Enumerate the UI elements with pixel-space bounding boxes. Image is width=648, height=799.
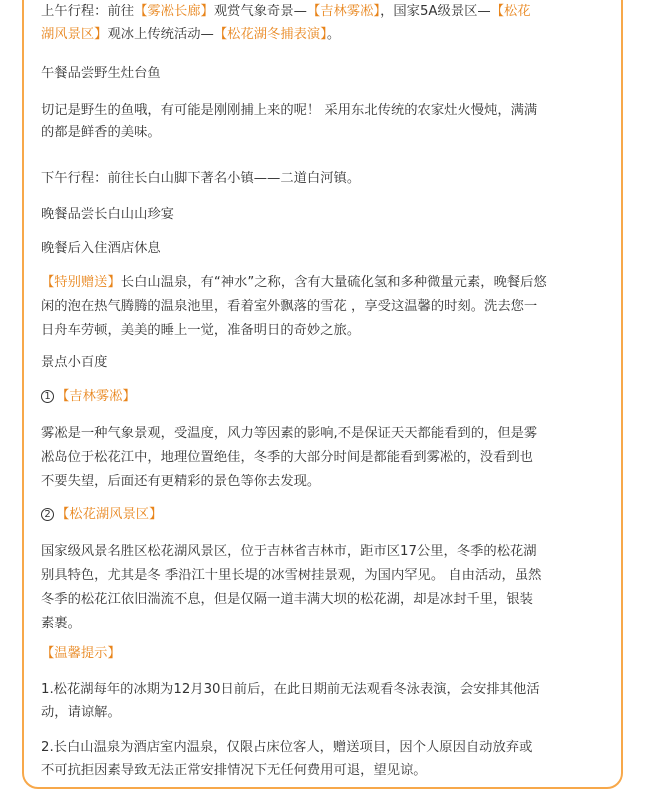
gift-label: 【特别赠送】 [41,275,121,290]
spot-a-title: 【吉林雾凇】 [56,389,136,404]
lunch-desc-1: 切记是野生的鱼哦，有可能是刚刚捕上来的呢！ 采用东北传统的农家灶火慢炖，满满 [41,103,538,118]
spot-b-line-2: 别具特色，尤其是冬 季沿江十里长堤的冰雪树挂景观，为国内罕见。 自由活动，虽然 [41,568,542,583]
circled-number-1: 1 [41,390,54,403]
lunch-line: 午餐品尝野生灶台鱼 [41,66,161,81]
spot-b-title: 【松花湖风景区】 [56,507,163,522]
gift-line-3: 日舟车劳顿，美美的睡上一觉，准备明日的奇妙之旅。 [41,323,361,338]
spot-b-heading [41,502,162,528]
tips-title: 【温馨提示】 [41,646,121,661]
spot-jilin-rime: 【吉林雾凇】 [306,4,381,19]
gift-line-2: 闲的泡在热气腾腾的温泉池里，看着室外飘落的雪花 ，享受这温馨的时刻。洗去您一 [41,299,538,314]
hotel-line: 晚餐后入住酒店休息 [41,241,161,256]
spot-a-line-1: 雾凇是一种气象景观，受温度，风力等因素的影响,不是保证天天都能看到的，但是雾 [41,426,538,441]
tip-1-line-1: 1.松花湖每年的冰期为12月30日前后，在此日期前无法观看冬泳表演，会安排其他活 [41,682,540,697]
gift-text-1: 长白山温泉，有“神水”之称，含有大量硫化氢和多种微量元素，晚餐后悠 [120,275,547,290]
gift-line-1 [41,270,547,296]
afternoon-line: 下午行程：前往长白山脚下著名小镇——二道白河镇。 [41,171,361,186]
spot-a-line-2: 凇岛位于松花江中，地理位置绝佳，冬季的大部分时间是都能看到雾凇的，没看到也 [41,450,533,465]
tip-1-line-2: 动，请谅解。 [41,705,121,720]
circled-number-2: 2 [41,508,54,521]
morning-suffix: 。 [326,27,341,42]
morning-line-2 [41,22,340,48]
dinner-line: 晚餐品尝长白山山珍宴 [41,207,174,222]
spot-winter-fishing: 【松花湖冬捕表演】 [213,27,327,42]
morning-prefix: 上午行程：前往 [41,4,135,19]
encyclopedia-title: 景点小百度 [41,355,108,370]
spot-b-line-1: 国家级风景名胜区松花湖风景区，位于吉林省吉林市，距市区17公里，冬季的松花湖 [41,544,537,559]
spot-songhua-lake-a: 【松花 [490,4,531,19]
tip-2-line-1: 2.长白山温泉为酒店室内温泉，仅限占床位客人，赠送项目，因个人原因自动放弃或 [41,740,533,755]
morning-mid-1: 观赏气象奇景— [213,4,307,19]
morning-mid-3: 观冰上传统活动— [107,27,214,42]
spot-b-line-4: 素裹。 [41,616,81,631]
spot-songhua-lake-b: 湖风景区】 [41,27,108,42]
lunch-desc-2: 的都是鲜香的美味。 [41,125,161,140]
spot-a-line-3: 不要失望，后面还有更精彩的景色等你去发现。 [41,474,321,489]
tip-2-line-2: 不可抗拒因素导致无法正常安排情况下无任何费用可退，望见谅。 [41,763,427,778]
spot-rime-corridor: 【雾凇长廊】 [134,4,214,19]
spot-a-heading [41,384,136,410]
morning-mid-2: ，国家5A级景区— [380,4,491,19]
spot-b-line-3: 冬季的松花江依旧湍流不息，但是仅隔一道丰满大坝的松花湖，却是冰封千里，银装 [41,592,533,607]
